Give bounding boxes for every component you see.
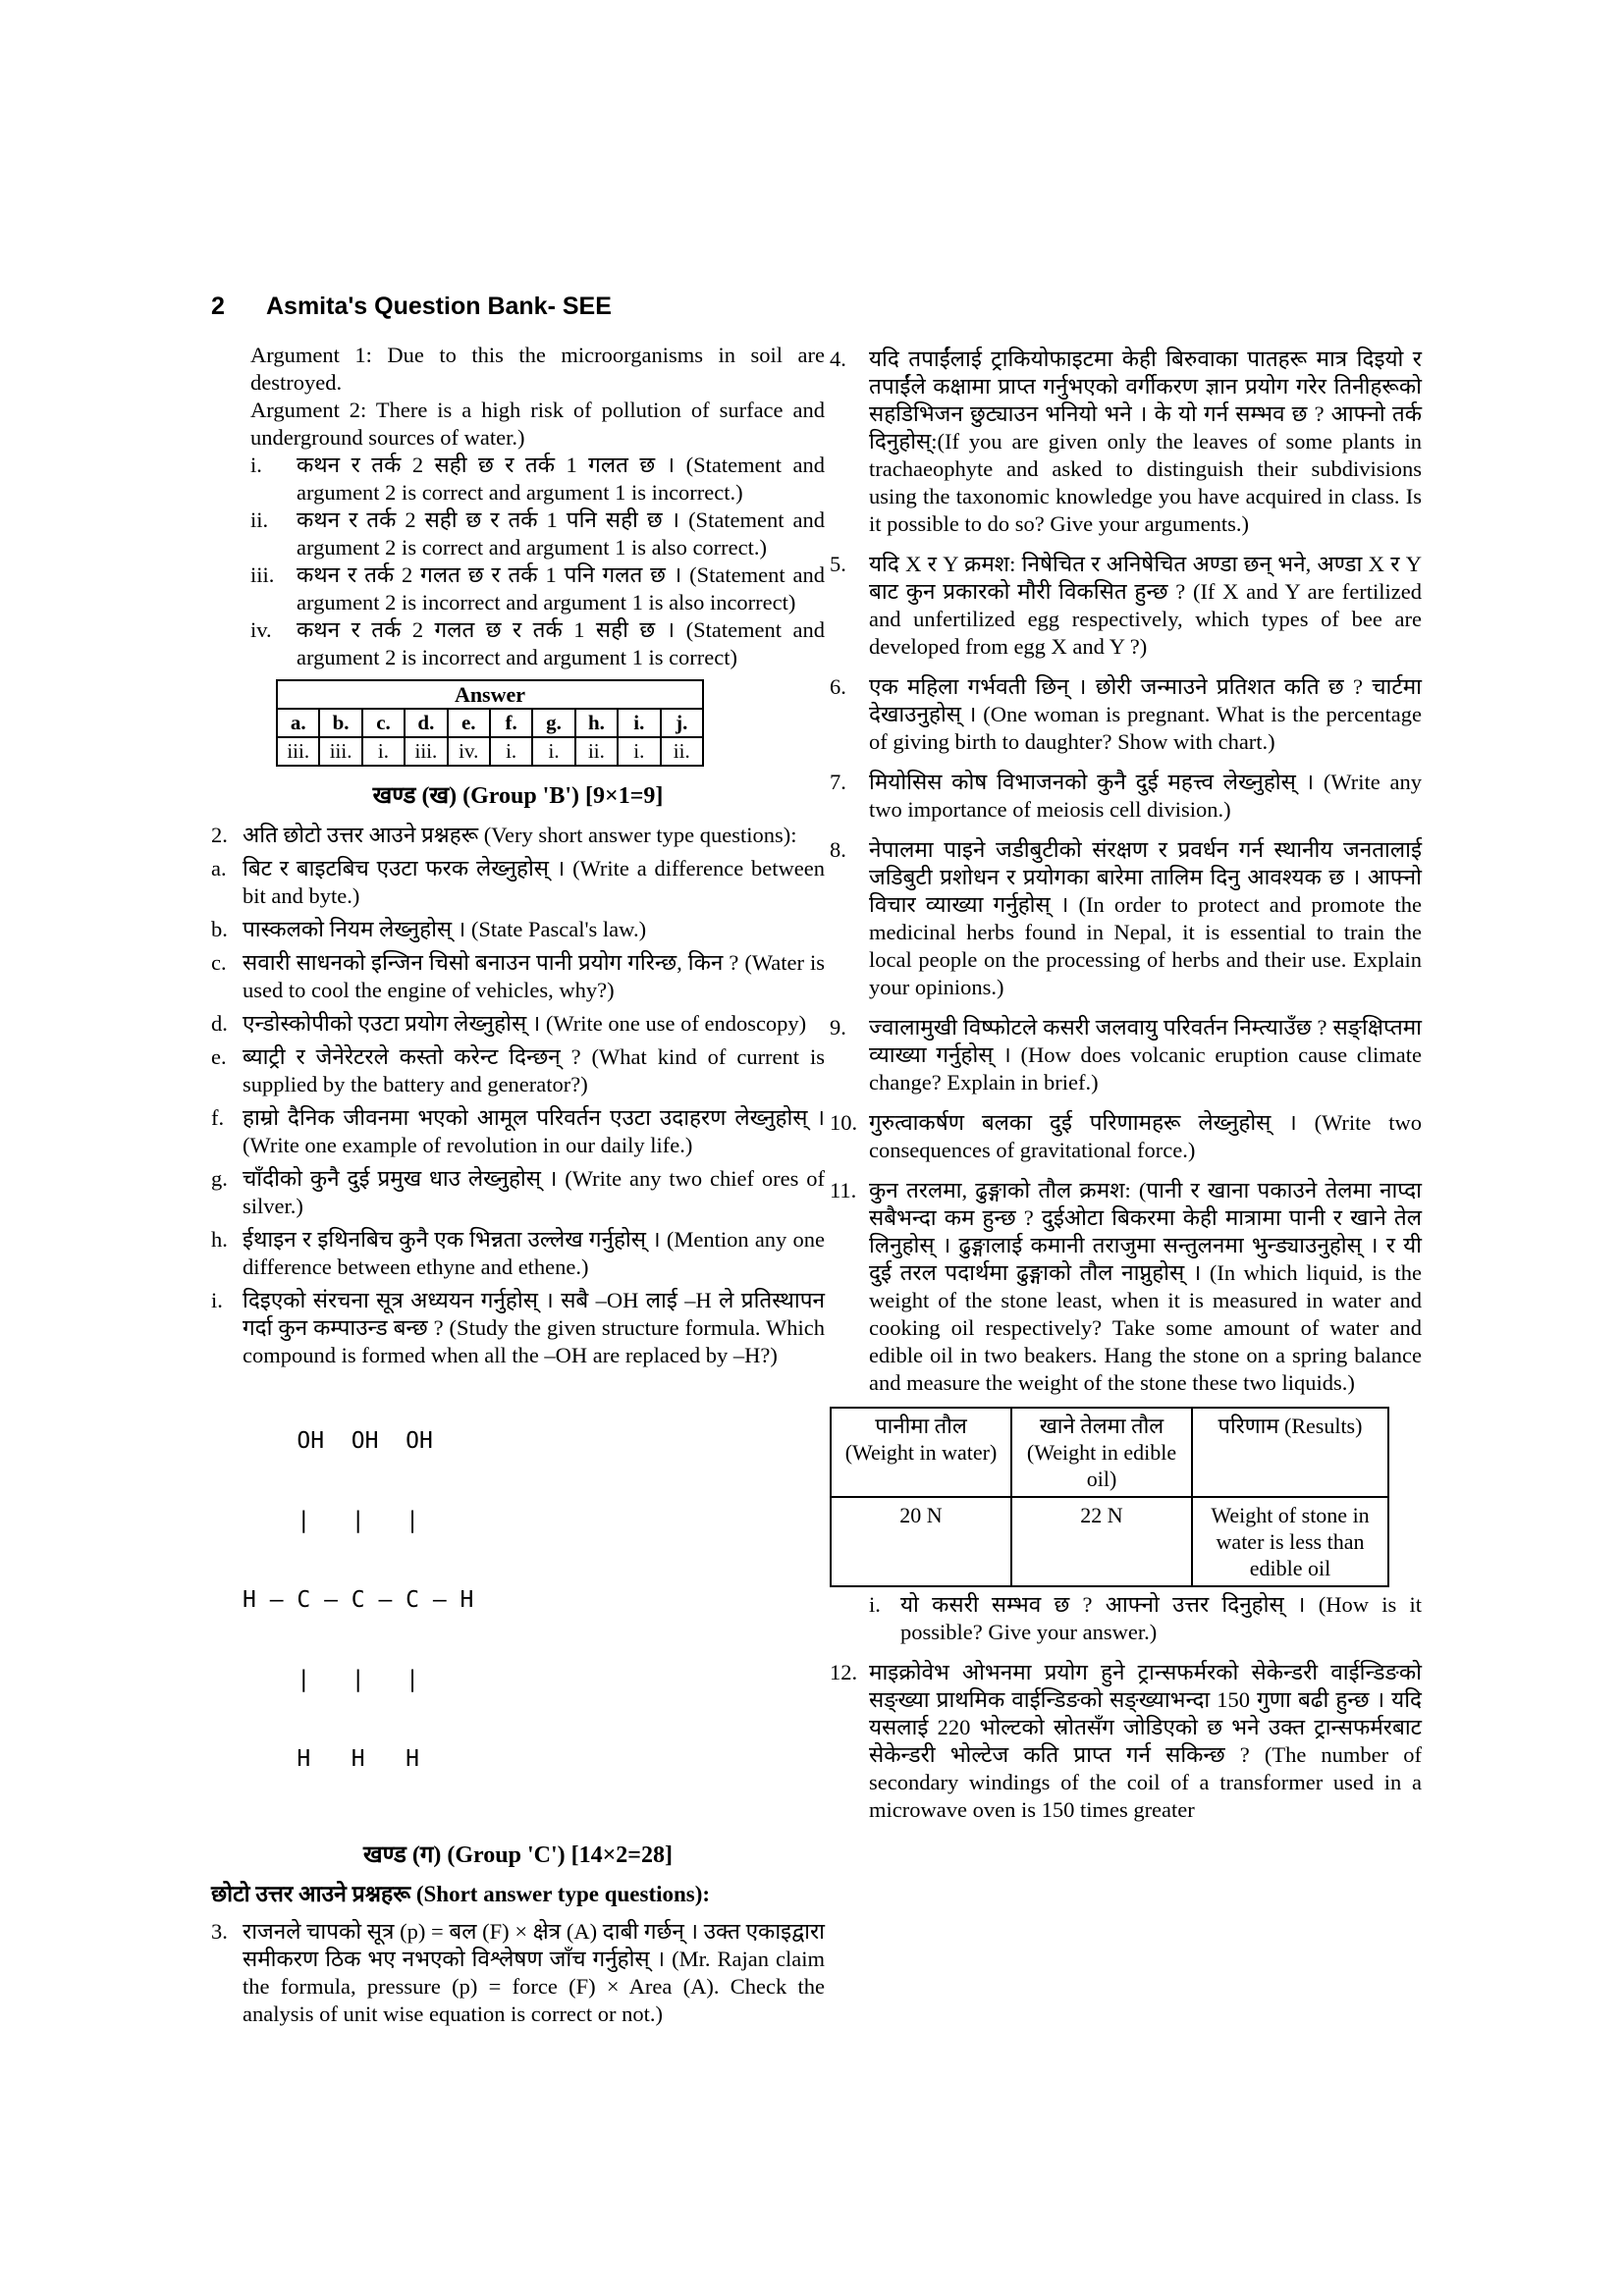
page-title: Asmita's Question Bank- SEE xyxy=(266,293,612,320)
question-marker: 4. xyxy=(830,347,846,371)
sub-item-i xyxy=(211,1287,825,1369)
answer-value: iii. xyxy=(277,737,319,766)
sub-item-marker: h. xyxy=(211,1227,228,1252)
question-marker: 12. xyxy=(830,1660,858,1684)
answer-col-header: a. xyxy=(277,709,319,737)
answer-table xyxy=(276,679,704,767)
weight-table-header: परिणाम (Results) xyxy=(1192,1408,1388,1497)
sub-item-text: सवारी साधनको इन्जिन चिसो बनाउन पानी प्रयोग गरिन्छ, किन ? (Water is used to cool the engine of vehicles, why?) xyxy=(243,950,825,1002)
question-marker: 11. xyxy=(830,1178,857,1202)
sub-item-marker: c. xyxy=(211,950,227,975)
argument-2: Argument 2: There is a high risk of pollution of surface and underground sources of water.) xyxy=(250,398,825,450)
sub-item-marker: d. xyxy=(211,1011,228,1036)
question-marker: 8. xyxy=(830,837,846,862)
question-9 xyxy=(830,1014,1422,1096)
question-marker: 9. xyxy=(830,1015,846,1040)
option-marker: ii. xyxy=(250,507,269,532)
question-11 xyxy=(830,1177,1422,1397)
weight-table-cell: Weight of stone in water is less than edible oil xyxy=(1192,1497,1388,1586)
weight-table-data-row xyxy=(831,1497,1388,1586)
group-c-heading: खण्ड (ग) (Group 'C') [14×2=28] xyxy=(363,1842,673,1868)
question-text: गुरुत्वाकर्षण बलका दुई परिणामहरू लेख्नुहोस् । (Write two consequences of gravitational force.) xyxy=(869,1110,1422,1162)
sub-question-marker: i. xyxy=(869,1592,881,1617)
question-text: ज्वालामुखी विष्फोटले कसरी जलवायु परिवर्तन निम्त्याउँछ ? सङ्क्षिप्तमा व्याख्या गर्नुहोस् । (How does volcanic eruption cause climate change? Explain in brief.) xyxy=(869,1015,1422,1095)
option-text: कथन र तर्क 2 सही छ र तर्क 1 गलत छ । (Statement and argument 2 is correct and argument 1 is incorrect.) xyxy=(297,453,825,505)
option-marker: iv. xyxy=(250,617,272,642)
formula-line: | | | xyxy=(243,1667,420,1692)
sub-item-marker: e. xyxy=(211,1044,227,1069)
question-marker: 6. xyxy=(830,674,846,699)
sub-item-text: एन्डोस्कोपीको एउटा प्रयोग लेख्नुहोस् । (Write one use of endoscopy) xyxy=(243,1011,807,1036)
weight-table xyxy=(830,1407,1389,1587)
short-answer-subheading: छोटो उत्तर आउने प्रश्नहरू (Short answer type questions): xyxy=(211,1882,711,1906)
answer-col-header: j. xyxy=(661,709,703,737)
sub-item-text: दिइएको संरचना सूत्र अध्ययन गर्नुहोस् । सबै –OH लाई –H ले प्रतिस्थापन गर्दा कुन कम्पाउन्ड बन्छ ? (Study the given structure formula. Which compound is formed when all the –OH are replaced by –H?) xyxy=(243,1288,825,1367)
question-text: माइक्रोवेभ ओभनमा प्रयोग हुने ट्रान्सफर्मरको सेकेन्डरी वाईन्डिङको सङ्ख्या प्राथमिक वाईन्डिङको सङ्ख्याभन्दा 150 गुणा बढी हुन्छ । यदि यसलाई 220 भोल्टको स्रोतसँग जोडिएको छ भने उक्त ट्रान्सफर्मरबाट सेकेन्डरी भोल्टेज कति प्राप्त गर्न सकिन्छ ? (The number of secondary windings of the coil of a transformer used in a microwave oven is 150 times greater xyxy=(869,1660,1422,1822)
formula-line: | | | xyxy=(243,1508,420,1533)
question-text: राजनले चापको सूत्र (p) = बल (F) × क्षेत्र (A) दाबी गर्छन् । उक्त एकाइद्वारा समीकरण ठिक भए नभएको विश्लेषण जाँच गर्नुहोस् । (Mr. Rajan claim the formula, pressure (p) = force (F) × Area (A). Check the analysis of unit wise equation is correct or not.) xyxy=(243,1919,825,2026)
answer-value: i. xyxy=(532,737,574,766)
weight-table-cell: 22 N xyxy=(1011,1497,1192,1586)
question-text: एक महिला गर्भवती छिन् । छोरी जन्माउने प्रतिशत कति छ ? चार्टमा देखाउनुहोस् । (One woman is pregnant. What is the percentage of giving birth to daughter? Show with chart.) xyxy=(869,674,1422,754)
answer-value: ii. xyxy=(661,737,703,766)
question-text: यदि तपाईंलाई ट्राकियोफाइटमा केही बिरुवाका पातहरू मात्र दिइयो र तपाईंले कक्षामा प्राप्त गर्नुभएको वर्गीकरण ज्ञान प्रयोग गरेर तिनीहरूको सहडिभिजन छुट्याउन भनियो भने । के यो गर्न सम्भव छ ? आफ्नो तर्क दिनुहोस्:(If you are given only the leaves of some plants in trachaeophyte and asked to distinguish their subdivisions using the taxonomic knowledge you have acquired in class. Is it possible to do so? Give your arguments.) xyxy=(869,347,1422,536)
formula-line: H – C – C – C – H xyxy=(243,1587,474,1613)
left-column xyxy=(211,342,825,2028)
question-marker: 10. xyxy=(830,1110,858,1135)
question-text: कुन तरलमा, ढुङ्गाको तौल क्रमश: (पानी र खाना पकाउने तेलमा नाप्दा सबैभन्दा कम हुन्छ ? दुईओटा बिकरमा केही मात्रामा पानी र खाने तेल लिनुहोस् । ढुङ्गालाई कमानी तराजुमा सन्तुलनमा भुन्ड्याउनुहोस् । र यी दुई तरल पदार्थमा ढुङ्गाको तौल नाप्नुहोस् । (In which liquid, is the weight of the stone least, when it is measured in water and cooking oil respectively? Take some amount of water and edible oil in two beakers. Hang the stone on a spring balance and measure the weight of the stone these two liquids.) xyxy=(869,1178,1422,1395)
answer-table-header-row xyxy=(277,709,703,737)
sub-item-d xyxy=(211,1010,825,1038)
weight-table-header: खाने तेलमा तौल (Weight in edible oil) xyxy=(1011,1408,1192,1497)
option-item-ii xyxy=(250,507,825,561)
question-text: नेपालमा पाइने जडीबुटीको संरक्षण र प्रवर्धन गर्न स्थानीय जनतालाई जडिबुटी प्रशोधन र प्रयोगका बारेमा तालिम दिनु आवश्यक छ । आफ्नो विचार व्याख्या गर्नुहोस् । (In order to protect and promote the medicinal herbs found in Nepal, it is essential to train the local people on the processing of herbs and their use. Explain your opinions.) xyxy=(869,837,1422,999)
answer-value: iii. xyxy=(405,737,447,766)
formula-line: H H H xyxy=(243,1746,420,1772)
answer-value: i. xyxy=(490,737,532,766)
option-marker: iii. xyxy=(250,562,275,587)
formula-line: OH OH OH xyxy=(243,1428,433,1454)
sub-item-text: पास्कलको नियम लेख्नुहोस् । (State Pascal's law.) xyxy=(243,917,647,941)
answer-col-header: i. xyxy=(618,709,660,737)
option-text: कथन र तर्क 2 गलत छ र तर्क 1 पनि गलत छ । (Statement and argument 2 is incorrect and argument 1 is also incorrect) xyxy=(297,562,825,614)
answer-col-header: c. xyxy=(362,709,405,737)
answer-value: i. xyxy=(362,737,405,766)
sub-item-text: हाम्रो दैनिक जीवनमा भएको आमूल परिवर्तन एउटा उदाहरण लेख्नुहोस् । (Write one example of revolution in our daily life.) xyxy=(243,1105,825,1157)
sub-question-text: यो कसरी सम्भव छ ? आफ्नो उत्तर दिनुहोस् । (How is it possible? Give your answer.) xyxy=(900,1592,1422,1644)
answer-col-header: f. xyxy=(490,709,532,737)
answer-value: iii. xyxy=(319,737,361,766)
question-marker: 3. xyxy=(211,1919,228,1944)
sub-item-marker: g. xyxy=(211,1166,228,1191)
sub-item-c xyxy=(211,949,825,1004)
answer-col-header: b. xyxy=(319,709,361,737)
question-2 xyxy=(211,822,825,849)
option-marker: i. xyxy=(250,453,262,477)
sub-item-e xyxy=(211,1043,825,1098)
answer-col-header: g. xyxy=(532,709,574,737)
structure-formula xyxy=(243,1375,825,1826)
weight-table-cell: 20 N xyxy=(831,1497,1011,1586)
sub-item-text: ईथाइन र इथिनबिच कुनै एक भिन्नता उल्लेख गर्नुहोस् । (Mention any one difference between ethyne and ethene.) xyxy=(243,1227,825,1279)
sub-item-h xyxy=(211,1226,825,1281)
option-list xyxy=(250,452,825,671)
page-number: 2 xyxy=(211,293,225,320)
question-text: अति छोटो उत्तर आउने प्रश्नहरू (Very short answer type questions): xyxy=(243,823,797,847)
sub-item-text: चाँदीको कुनै दुई प्रमुख धाउ लेख्नुहोस् । (Write any two chief ores of silver.) xyxy=(243,1166,825,1218)
option-item-i xyxy=(250,452,825,507)
sub-item-marker: a. xyxy=(211,856,227,881)
answer-table-value-row xyxy=(277,737,703,766)
answer-table-title: Answer xyxy=(277,680,703,709)
right-column xyxy=(830,346,1422,1824)
answer-col-header: d. xyxy=(405,709,447,737)
argument-1: Argument 1: Due to this the microorganisms in soil are destroyed. xyxy=(250,343,825,395)
sub-item-text: ब्याट्री र जेनेरेटरले कस्तो करेन्ट दिन्छन् ? (What kind of current is supplied by the battery and generator?) xyxy=(243,1044,825,1096)
question-marker: 5. xyxy=(830,552,846,576)
question-10 xyxy=(830,1109,1422,1164)
sub-item-marker: b. xyxy=(211,917,228,941)
answer-col-header: h. xyxy=(575,709,618,737)
sub-item-f xyxy=(211,1104,825,1159)
sub-item-g xyxy=(211,1165,825,1220)
question-marker: 2. xyxy=(211,823,228,847)
sub-item-a xyxy=(211,855,825,910)
question-text: मियोसिस कोष विभाजनको कुनै दुई महत्त्व लेख्नुहोस् । (Write any two importance of meiosis cell division.) xyxy=(869,770,1422,822)
page-header xyxy=(211,293,1429,321)
option-item-iv xyxy=(250,616,825,671)
sub-item-text: बिट र बाइटबिच एउटा फरक लेख्नुहोस् । (Write a difference between bit and byte.) xyxy=(243,856,825,908)
answer-value: i. xyxy=(618,737,660,766)
question-8 xyxy=(830,836,1422,1001)
group-b-heading: खण्ड (ख) (Group 'B') [9×1=9] xyxy=(372,783,664,809)
weight-table-header: पानीमा तौल (Weight in water) xyxy=(831,1408,1011,1497)
question-12 xyxy=(830,1659,1422,1824)
sub-question-i xyxy=(869,1591,1422,1646)
sub-item-marker: f. xyxy=(211,1105,225,1130)
weight-table-header-row xyxy=(831,1408,1388,1497)
option-item-iii xyxy=(250,561,825,616)
question-3 xyxy=(211,1918,825,2028)
question-5 xyxy=(830,551,1422,661)
answer-value: ii. xyxy=(575,737,618,766)
question-marker: 7. xyxy=(830,770,846,794)
question-6 xyxy=(830,673,1422,756)
answer-value: iv. xyxy=(448,737,490,766)
option-text: कथन र तर्क 2 सही छ र तर्क 1 पनि सही छ । (Statement and argument 2 is correct and argument 1 is also correct.) xyxy=(297,507,825,560)
sub-item-b xyxy=(211,916,825,943)
question-4 xyxy=(830,346,1422,538)
option-text: कथन र तर्क 2 गलत छ र तर्क 1 सही छ । (Statement and argument 2 is incorrect and argument 1 is correct) xyxy=(297,617,825,669)
question-text: यदि X र Y क्रमश: निषेचित र अनिषेचित अण्डा छन् भने, अण्डा X र Y बाट कुन प्रकारको मौरी विकसित हुन्छ ? (If X and Y are fertilized and unfertilized egg respectively, which types of bee are developed from egg X and Y ?) xyxy=(869,552,1422,659)
question-7 xyxy=(830,769,1422,824)
sub-item-marker: i. xyxy=(211,1288,223,1312)
answer-col-header: e. xyxy=(448,709,490,737)
